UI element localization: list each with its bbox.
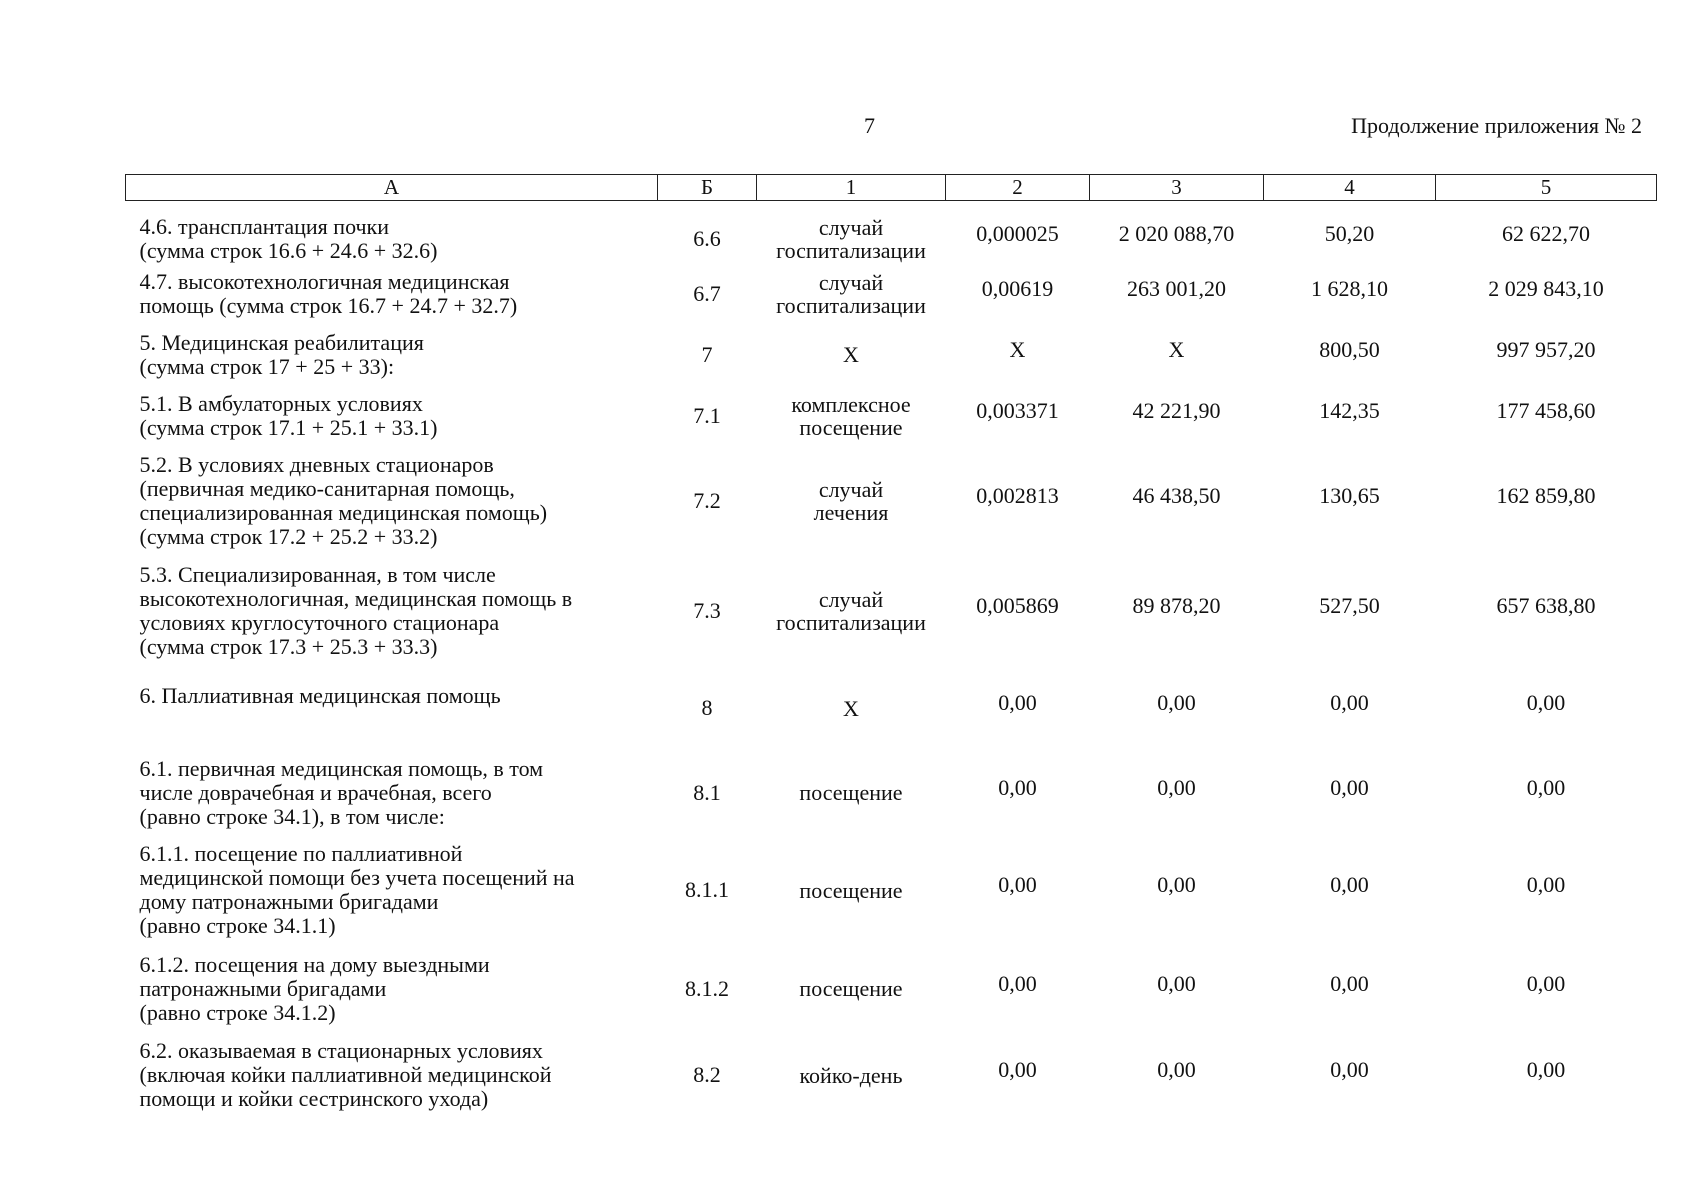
- row-value-4: 0,00: [1330, 970, 1369, 996]
- row-code: 6.7: [693, 280, 721, 306]
- row-value-4: 0,00: [1330, 690, 1369, 715]
- row-value-2: 0,00: [998, 690, 1037, 715]
- row-value-3: 42 221,90: [1132, 397, 1221, 423]
- row-value-3: 0,00: [1157, 970, 1196, 996]
- row-name: 6.1.2. посещения на дому выездными патронажными бригадами (равно строке 34.1.2): [139, 951, 490, 1025]
- row-unit: случай госпитализации: [776, 215, 926, 263]
- row-name: 4.7. высокотехнологичная медицинская помощь (сумма строк 16.7 + 24.7 + 32.7): [139, 268, 518, 318]
- table-row: [126, 666, 1657, 750]
- row-value-2: 0,00: [998, 1057, 1037, 1082]
- page-number: 7: [864, 113, 875, 138]
- row-value-4: 0,00: [1330, 1057, 1369, 1082]
- row-value-4: 0,00: [1330, 774, 1369, 800]
- row-value-5: 2 029 843,10: [1488, 275, 1604, 301]
- row-unit: случай лечения: [813, 477, 889, 525]
- table-header: [126, 175, 1657, 201]
- row-unit: Х: [843, 342, 859, 367]
- row-code: 8.1.1: [685, 877, 729, 902]
- row-code: 8.1: [693, 779, 721, 805]
- row-value-3: 0,00: [1157, 774, 1196, 800]
- row-value-2: 0,000025: [976, 221, 1059, 246]
- row-name: 6.1.1. посещение по паллиативной медицинской помощи без учета посещений на дому патронажными бригадами (равно строке 34.1.1): [139, 841, 575, 938]
- row-unit: посещение: [799, 877, 903, 903]
- row-unit: случай госпитализации: [776, 269, 926, 318]
- row-value-2: 0,003371: [976, 397, 1059, 423]
- row-code: 7.2: [693, 488, 721, 513]
- row-value-3: 89 878,20: [1132, 593, 1221, 618]
- table-row: [126, 201, 1657, 264]
- row-value-5: 997 957,20: [1496, 336, 1596, 362]
- table-row: [126, 263, 1657, 324]
- row-unit: койко-день: [799, 1062, 903, 1088]
- header-col-5: 5: [1436, 175, 1657, 201]
- header-col-4: 4: [1264, 175, 1436, 201]
- row-name: 6. Паллиативная медицинская помощь: [139, 683, 501, 708]
- row-value-3: 2 020 088,70: [1118, 221, 1235, 246]
- row-name: 5. Медицинская реабилитация (сумма строк 17 + 25 + 33):: [139, 329, 424, 379]
- header-col-b: Б: [658, 175, 757, 201]
- row-name: 6.2. оказываемая в стационарных условиях (включая койки паллиативной медицинской помощи и койки сестринского ухода): [139, 1038, 552, 1111]
- row-value-3: 46 438,50: [1132, 483, 1221, 508]
- row-value-5: 0,00: [1526, 1057, 1566, 1082]
- row-code: 7.1: [693, 402, 721, 428]
- row-value-2: Х: [1009, 336, 1026, 362]
- table-row: [126, 1032, 1657, 1118]
- header-col-a: А: [126, 175, 658, 201]
- table-row: [126, 324, 1657, 385]
- row-code: 6.6: [693, 226, 721, 251]
- row-value-5: 162 859,80: [1496, 483, 1596, 508]
- row-value-2: 0,00: [998, 774, 1037, 800]
- row-unit: посещение: [799, 780, 903, 805]
- appendix-continuation-note: Продолжение приложения № 2: [1351, 113, 1642, 138]
- row-value-4: 800,50: [1319, 336, 1380, 362]
- row-value-3: Х: [1168, 336, 1185, 362]
- row-value-5: 0,00: [1526, 690, 1566, 715]
- row-unit: посещение: [799, 976, 903, 1001]
- table-row: [126, 945, 1657, 1032]
- header-col-2: 2: [946, 175, 1090, 201]
- indicators-table: [125, 174, 1657, 1118]
- table-row: [126, 446, 1657, 556]
- header-row: [126, 175, 1657, 201]
- row-value-5: 0,00: [1526, 970, 1566, 996]
- row-value-5: 0,00: [1526, 774, 1566, 800]
- row-value-4: 130,65: [1319, 483, 1380, 508]
- row-value-5: 0,00: [1526, 872, 1566, 897]
- row-value-3: 263 001,20: [1127, 275, 1226, 301]
- row-name: 5.1. В амбулаторных условиях (сумма строк 17.1 + 25.1 + 33.1): [139, 390, 438, 440]
- row-unit: случай госпитализации: [776, 587, 926, 635]
- row-value-2: 0,002813: [976, 483, 1059, 508]
- row-value-3: 0,00: [1157, 690, 1196, 715]
- row-value-2: 0,005869: [976, 593, 1059, 618]
- row-code: 8: [701, 695, 713, 720]
- row-value-4: 527,50: [1319, 593, 1380, 618]
- row-name: 5.3. Специализированная, в том числе высокотехнологичная, медицинская помощь в условиях круглосуточного стационара (сумма строк 17.3 + 25.3 + 33.3): [139, 562, 573, 659]
- row-value-4: 0,00: [1330, 872, 1369, 897]
- row-name: 5.2. В условиях дневных стационаров (первичная медико-санитарная помощь, специализированная медицинская помощь) (сумма строк 17.2 + 25.2 + 33.2): [139, 452, 548, 549]
- row-value-5: 62 622,70: [1502, 221, 1590, 246]
- table-row: [126, 835, 1657, 945]
- table-body: [126, 201, 1657, 1119]
- row-value-4: 50,20: [1324, 221, 1375, 246]
- table-row: [126, 750, 1657, 835]
- row-code: 7: [701, 341, 713, 367]
- row-value-3: 0,00: [1157, 1057, 1196, 1082]
- row-value-4: 142,35: [1319, 397, 1380, 423]
- row-unit: комплексное посещение: [791, 391, 911, 440]
- row-unit: Х: [843, 695, 859, 721]
- table-row: [126, 385, 1657, 446]
- row-code: 8.1.2: [685, 975, 729, 1001]
- row-value-2: 0,00619: [981, 275, 1054, 301]
- header-col-1: 1: [757, 175, 946, 201]
- row-code: 7.3: [693, 598, 721, 623]
- header-col-3: 3: [1090, 175, 1264, 201]
- row-value-2: 0,00: [998, 970, 1037, 996]
- row-name: 6.1. первичная медицинская помощь, в том числе доврачебная и врачебная, всего (равно строке 34.1), в том числе:: [139, 755, 544, 829]
- table-row: [126, 556, 1657, 666]
- row-value-4: 1 628,10: [1311, 275, 1388, 301]
- row-name: 4.6. трансплантация почки (сумма строк 16.6 + 24.6 + 32.6): [139, 214, 438, 263]
- row-code: 8.2: [693, 1062, 721, 1087]
- row-value-5: 177 458,60: [1496, 397, 1596, 423]
- row-value-5: 657 638,80: [1496, 593, 1596, 618]
- row-value-3: 0,00: [1157, 872, 1196, 897]
- row-value-2: 0,00: [998, 872, 1037, 897]
